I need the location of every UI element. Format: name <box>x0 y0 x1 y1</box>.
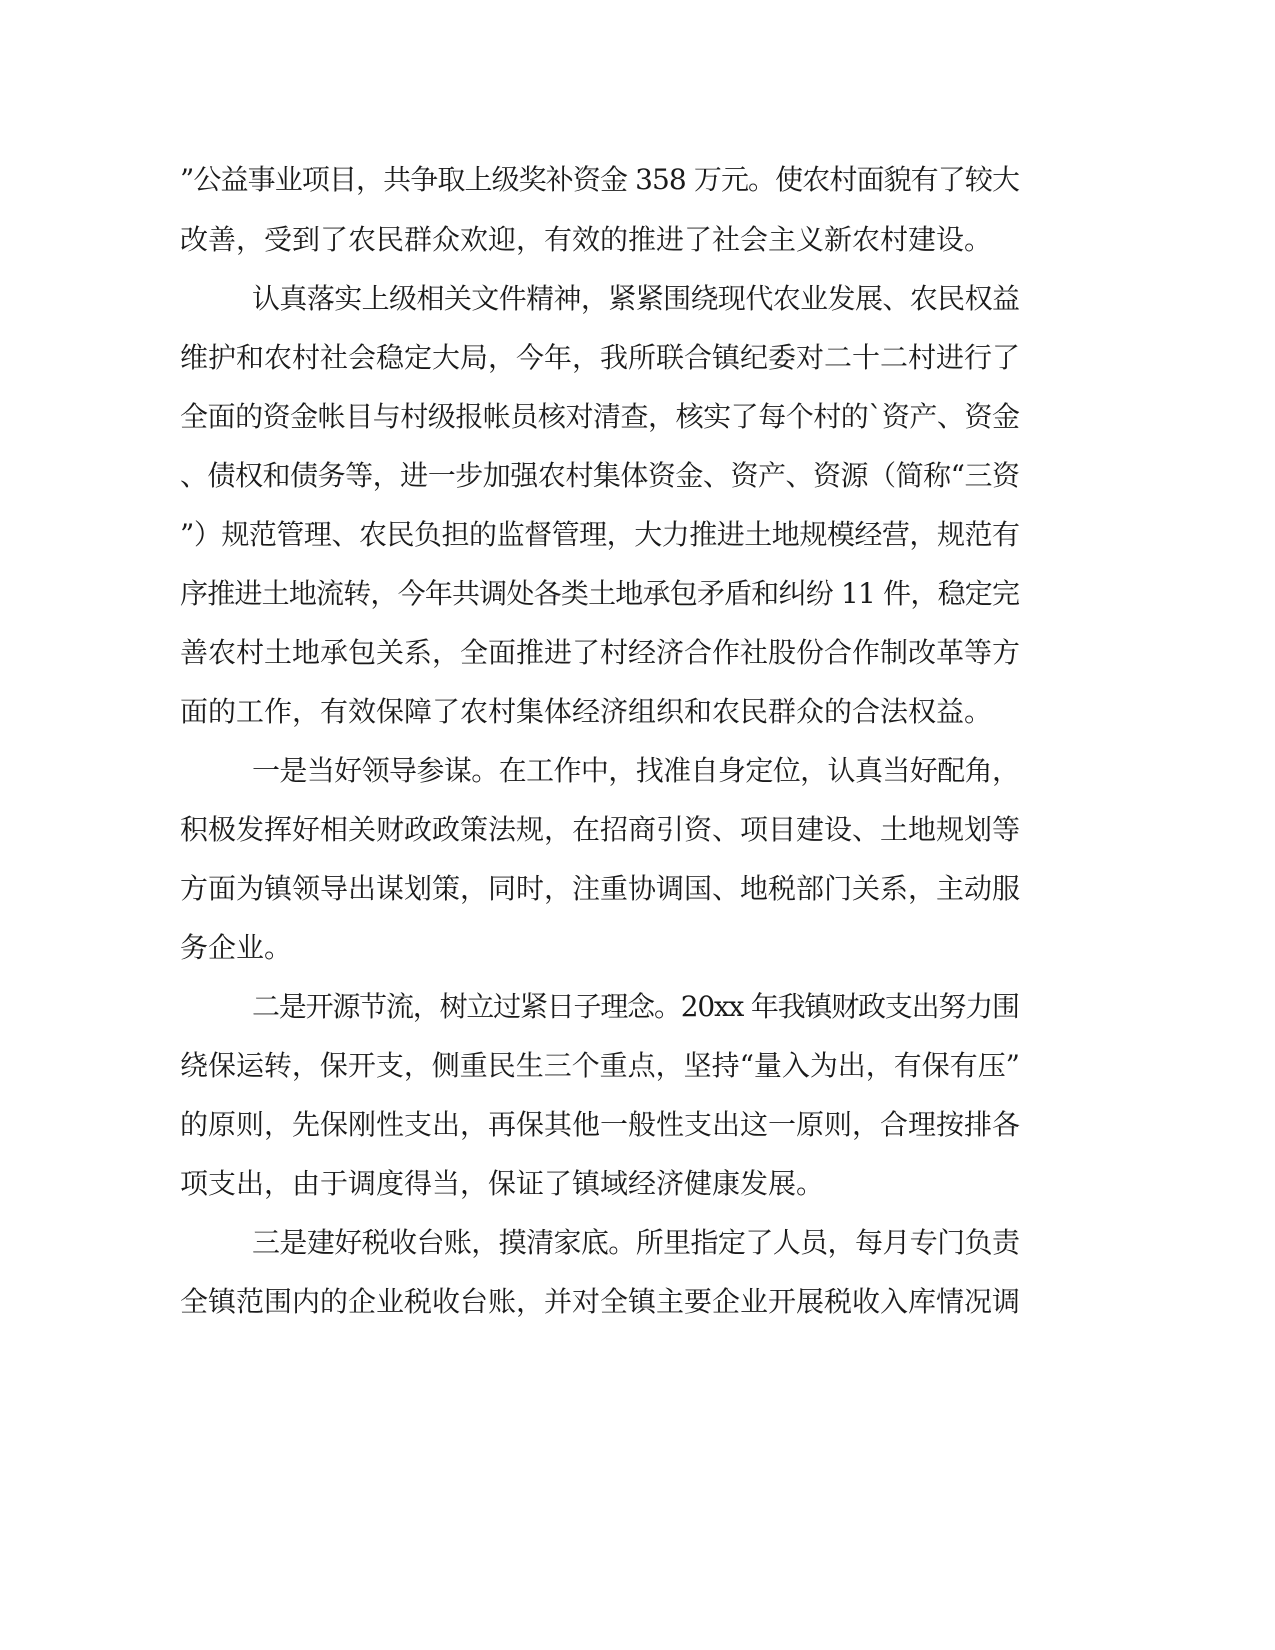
text-line: 绕保运转，保开支，侧重民生三个重点，坚持“量入为出，有保有压” <box>180 1049 1020 1082</box>
text-line: ”公益事业项目，共争取上级奖补资金 358 万元。使农村面貌有了较大 <box>180 163 1020 196</box>
text-line: 维护和农村社会稳定大局，今年，我所联合镇纪委对二十二村进行了 <box>180 341 1020 374</box>
text-line: 积极发挥好相关财政政策法规，在招商引资、项目建设、土地规划等 <box>180 813 1020 846</box>
text-line: 务企业。 <box>180 931 293 964</box>
text-line: 善农村土地承包关系，全面推进了村经济合作社股份合作制改革等方 <box>180 636 1020 669</box>
text-line: 、债权和债务等，进一步加强农村集体资金、资产、资源（简称“三资 <box>180 459 1020 492</box>
text-line: 方面为镇领导出谋划策，同时，注重协调国、地税部门关系，主动服 <box>180 872 1020 905</box>
text-line: 二是开源节流，树立过紧日子理念。20xx 年我镇财政支出努力围 <box>252 990 1019 1023</box>
text-line: 三是建好税收台账，摸清家底。所里指定了人员，每月专门负责 <box>252 1226 1020 1259</box>
text-line: 认真落实上级相关文件精神，紧紧围绕现代农业发展、农民权益 <box>252 282 1020 315</box>
text-line: 全面的资金帐目与村级报帐员核对清查，核实了每个村的`资产、资金 <box>180 400 1020 433</box>
text-line: 面的工作，有效保障了农村集体经济组织和农民群众的合法权益。 <box>180 695 993 728</box>
text-line: 全镇范围内的企业税收台账，并对全镇主要企业开展税收入库情况调 <box>180 1285 1020 1318</box>
text-line: 序推进土地流转，今年共调处各类土地承包矛盾和纠纷 11 件，稳定完 <box>180 577 1020 610</box>
text-line: 改善，受到了农民群众欢迎，有效的推进了社会主义新农村建设。 <box>180 223 993 256</box>
text-line: 一是当好领导参谋。在工作中，找准自身定位，认真当好配角， <box>252 754 1020 787</box>
text-line: 项支出，由于调度得当，保证了镇域经济健康发展。 <box>180 1167 825 1200</box>
text-line: ”）规范管理、农民负担的监督管理，大力推进土地规模经营，规范有 <box>180 518 1020 551</box>
text-line: 的原则，先保刚性支出，再保其他一般性支出这一原则，合理按排各 <box>180 1108 1020 1141</box>
